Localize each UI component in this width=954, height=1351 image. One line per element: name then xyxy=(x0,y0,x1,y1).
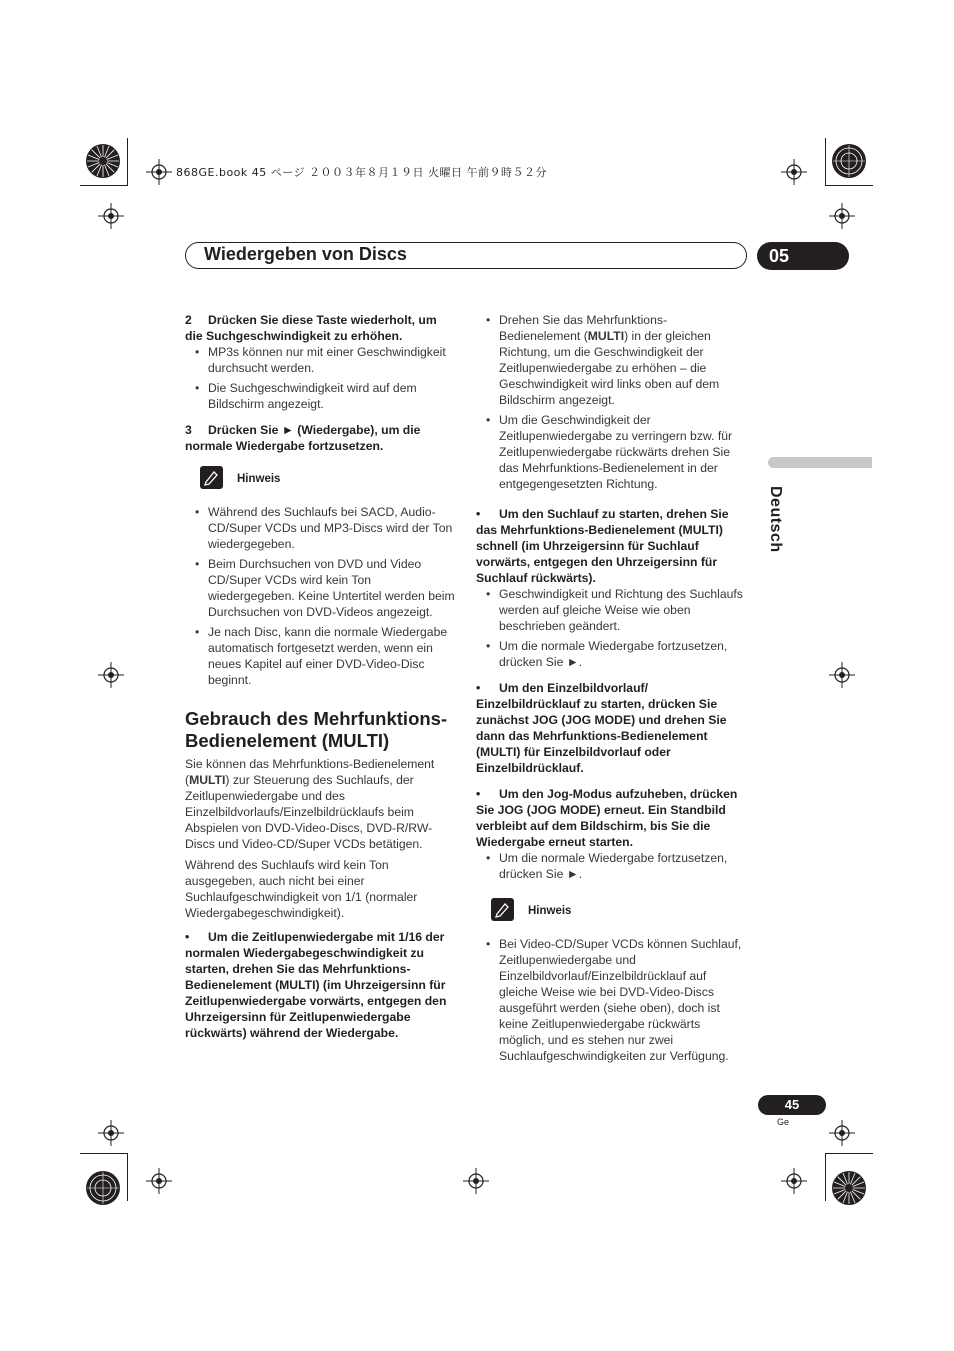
registration-crosshair-icon xyxy=(98,1120,124,1146)
jog-cancel-instruction: • Um den Jog-Modus aufzuheben, drücken Sie JOG (JOG MODE) erneut. Ein Standbild verbleibt auf dem Bildschirm, bis Sie die Wiedergabe erneut starten. xyxy=(476,787,738,849)
chapter-number-badge: 05 xyxy=(757,242,849,270)
paragraph: Während des Suchlaufs wird kein Ton ausgegeben, auch nicht bei einer Suchlaufgeschwindigkeit von 1/1 (normaler Wiedergabegeschwindigkeit). xyxy=(185,858,418,920)
registration-crosshair-icon xyxy=(98,662,124,688)
registration-wheel-icon xyxy=(85,143,121,179)
list-item: • MP3s können nur mit einer Geschwindigkeit durchsucht werden. xyxy=(185,344,455,376)
crop-mark xyxy=(127,138,128,186)
crop-mark xyxy=(80,185,128,186)
registration-crosshair-icon xyxy=(781,159,807,185)
list-item: • Während des Suchlaufs bei SACD, Audio-CD/Super VCDs und MP3-Discs wird der Ton wiedergegeben. xyxy=(185,504,455,552)
list-item: • Je nach Disc, kann die normale Wiedergabe automatisch fortgesetzt werden, wenn ein neues Kapitel auf einer DVD-Video-Disc beginnt. xyxy=(185,624,455,688)
note-bullets xyxy=(185,504,455,688)
registration-crosshair-icon xyxy=(829,662,855,688)
note-heading xyxy=(185,466,455,494)
crop-mark xyxy=(825,138,826,186)
section-title: Gebrauch des Mehrfunktions-Bedienelement (MULTI) xyxy=(185,708,448,751)
chapter-title: Wiedergeben von Discs xyxy=(204,244,407,264)
note-label: Hinweis xyxy=(237,473,281,485)
note-label: Hinweis xyxy=(528,905,572,917)
list-item: • Die Suchgeschwindigkeit wird auf dem Bildschirm angezeigt. xyxy=(185,380,455,412)
note-pencil-icon xyxy=(200,466,223,489)
crop-mark xyxy=(825,1153,826,1201)
step-2: 2 Drücken Sie diese Taste wiederholt, um die Suchgeschwindigkeit zu erhöhen. xyxy=(185,313,437,343)
registration-crosshair-icon xyxy=(463,1168,489,1194)
registration-crosshair-icon xyxy=(98,203,124,229)
list-item: • Um die normale Wiedergabe fortzusetzen, drücken Sie ►. xyxy=(476,850,744,882)
jog-bullets xyxy=(476,850,744,882)
registration-crosshair-icon xyxy=(146,159,172,185)
registration-wheel-icon xyxy=(85,1170,121,1206)
crop-mark xyxy=(825,1153,873,1154)
step-2-bullets xyxy=(185,344,455,412)
note-pencil-icon xyxy=(491,898,514,921)
language-tab xyxy=(768,457,872,468)
list-item: • Um die normale Wiedergabe fortzusetzen, drücken Sie ►. xyxy=(476,638,744,670)
language-code: Ge xyxy=(777,1117,790,1127)
right-column xyxy=(476,312,744,1074)
print-info: 868GE.book 45 ページ ２００３年８月１９日 火曜日 午前９時５２分 xyxy=(176,166,548,179)
step-3: 3 Drücken Sie ► (Wiedergabe), um die normale Wiedergabe fortzusetzen. xyxy=(185,423,421,453)
frame-advance-instruction: • Um den Einzelbildvorlauf/ Einzelbildrücklauf zu starten, drücken Sie zunächst JOG (JOG MODE) und drehen Sie dann das Mehrfunktions-Bedienelement (MULTI) für Einzelbildvorlauf oder Einzelbildrücklauf. xyxy=(476,681,727,775)
crop-mark xyxy=(127,1153,128,1201)
registration-wheel-icon xyxy=(831,143,867,179)
list-item: • Bei Video-CD/Super VCDs können Suchlauf, Zeitlupenwiedergabe und Einzelbildvorlauf/Einzelbildrücklauf auf gleiche Weise wie bei DVD-Video-Discs ausgeführt werden (siehe oben), doch ist keine Zeitlupenwiedergabe rückwärts möglich, und es stehen nur zwei Suchlaufgeschwindigkeiten zur Verfügung. xyxy=(476,936,744,1064)
list-item: • Geschwindigkeit und Richtung des Suchlaufs werden auf gleiche Weise wie oben beschrieben geändert. xyxy=(476,586,744,634)
page-number: 45 xyxy=(758,1095,826,1115)
registration-crosshair-icon xyxy=(829,1120,855,1146)
crop-mark xyxy=(825,185,873,186)
registration-crosshair-icon xyxy=(829,203,855,229)
crop-mark xyxy=(80,1153,128,1154)
list-item: • Um die Geschwindigkeit der Zeitlupenwiedergabe zu verringern bzw. für Zeitlupenwiedergabe rückwärts drehen Sie das Mehrfunktions-Bedienelement in der entgegengesetzten Richtung. xyxy=(476,412,744,492)
list-item: • Drehen Sie das Mehrfunktions-Bedienelement (MULTI) in der gleichen Richtung, um die Geschwindigkeit der Zeitlupenwiedergabe zu erhöhen – die Geschwindigkeit wird links oben auf dem Bildschirm angezeigt. xyxy=(476,312,744,408)
slow-play-bullets xyxy=(476,312,744,492)
note-bullets xyxy=(476,936,744,1064)
note-heading xyxy=(476,898,744,926)
registration-wheel-icon xyxy=(831,1170,867,1206)
search-instruction: • Um den Suchlauf zu starten, drehen Sie das Mehrfunktions-Bedienelement (MULTI) schnell (im Uhrzeigersinn für Suchlauf vorwärts, entgegen den Uhrzeigersinn für Suchlauf rückwärts). xyxy=(476,507,729,585)
list-item: • Beim Durchsuchen von DVD und Video CD/Super VCDs wird kein Ton wiedergegeben. Keine Untertitel werden beim Durchsuchen von DVD-Videos angezeigt. xyxy=(185,556,455,620)
left-column xyxy=(185,312,455,1041)
search-bullets xyxy=(476,586,744,670)
registration-crosshair-icon xyxy=(146,1168,172,1194)
intro-paragraph: Sie können das Mehrfunktions-Bedienelement (MULTI) zur Steuerung des Suchlaufs, der Zeitlupenwiedergabe und des Einzelbildvorlaufs/Einzelbildrücklaufs beim Abspielen von DVD-Video-Discs, DVD-R/RW-Discs und Video-CD/Super VCDs betätigen. xyxy=(185,757,435,851)
slow-play-instruction: • Um die Zeitlupenwiedergabe mit 1/16 der normalen Wiedergabegeschwindigkeit zu starten, drehen Sie das Mehrfunktions-Bedienelement (MULTI) (im Uhrzeigersinn für Zeitlupenwiedergabe vorwärts, entgegen den Uhrzeigersinn für Zeitlupenwiedergabe rückwärts) während der Wiedergabe. xyxy=(185,930,447,1040)
registration-crosshair-icon xyxy=(781,1168,807,1194)
language-label: Deutsch xyxy=(767,486,784,553)
